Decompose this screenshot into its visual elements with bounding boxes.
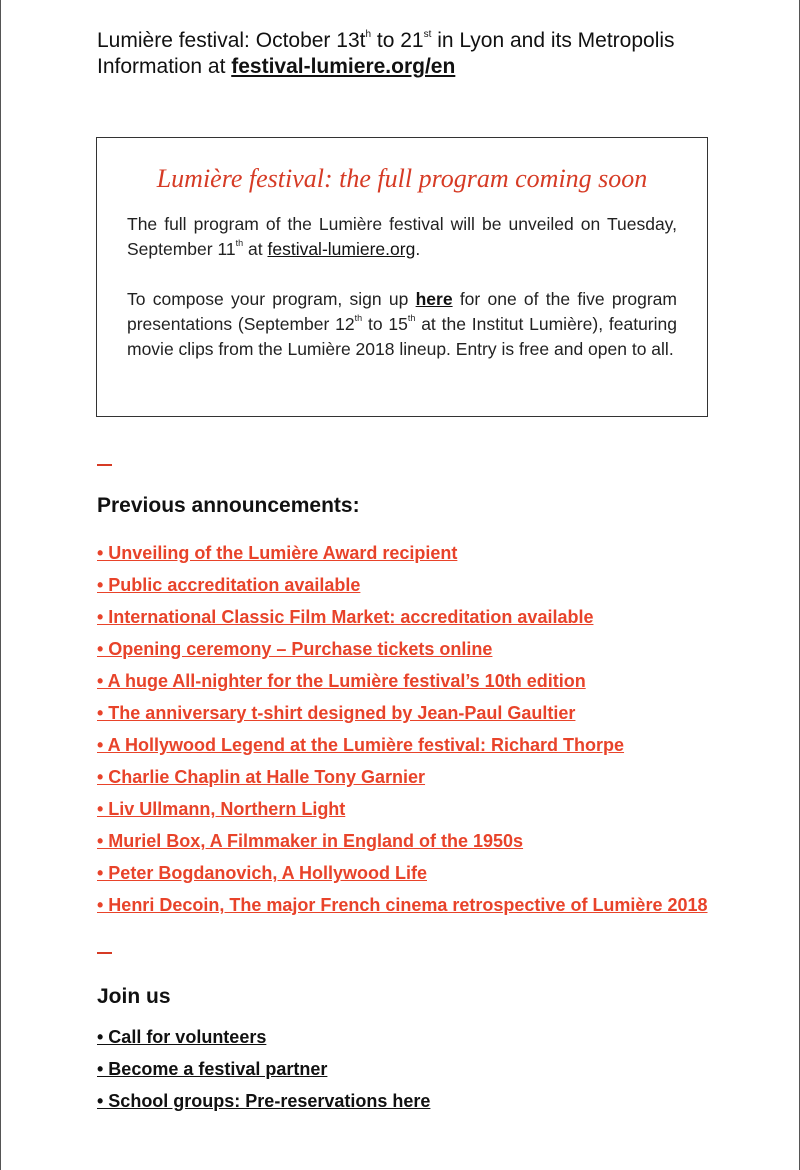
announcement-link[interactable]: • The anniversary t-shirt designed by Jean-Paul Gaultier bbox=[97, 703, 576, 723]
join-us-list bbox=[97, 1021, 430, 1117]
previous-announcements-list bbox=[97, 537, 708, 921]
announcement-link[interactable]: • Public accreditation available bbox=[97, 575, 361, 595]
list-item bbox=[97, 793, 708, 825]
festival-website-link[interactable]: festival-lumiere.org/en bbox=[231, 55, 456, 78]
list-item bbox=[97, 857, 708, 889]
festival-intro bbox=[97, 28, 757, 80]
school-groups-link[interactable]: • School groups: Pre-reservations here bbox=[97, 1091, 431, 1111]
announcement-link[interactable]: • Charlie Chaplin at Halle Tony Garnier bbox=[97, 767, 426, 787]
info-line bbox=[97, 54, 757, 80]
signup-here-link[interactable]: here bbox=[415, 289, 453, 309]
ordinal-suffix: th bbox=[354, 313, 363, 324]
list-item bbox=[97, 537, 708, 569]
previous-announcements-title: Previous announcements: bbox=[97, 494, 360, 517]
announcement-link[interactable]: • Peter Bogdanovich, A Hollywood Life bbox=[97, 863, 427, 883]
announcement-link[interactable]: • Henri Decoin, The major French cinema retrospective of Lumière 2018 bbox=[97, 895, 708, 915]
list-item bbox=[97, 665, 708, 697]
list-item bbox=[97, 825, 708, 857]
join-us-title: Join us bbox=[97, 985, 171, 1008]
ordinal-suffix: th bbox=[407, 313, 416, 324]
announcement-link[interactable]: • Muriel Box, A Filmmaker in England of the 1950s bbox=[97, 831, 524, 851]
notice-text: at bbox=[243, 239, 268, 259]
announcement-link[interactable]: • A Hollywood Legend at the Lumière festival: Richard Thorpe bbox=[97, 735, 625, 755]
announcement-link[interactable]: • Liv Ullmann, Northern Light bbox=[97, 799, 346, 819]
list-item bbox=[97, 1085, 430, 1117]
list-item bbox=[97, 729, 708, 761]
dates-text: to 21 bbox=[371, 29, 424, 52]
notice-paragraph-1 bbox=[127, 212, 677, 262]
notice-text: . bbox=[415, 239, 421, 259]
announcement-link[interactable]: • Unveiling of the Lumière Award recipient bbox=[97, 543, 458, 563]
announcement-link[interactable]: • A huge All-nighter for the Lumière festival’s 10th edition bbox=[97, 671, 586, 691]
notice-text: at the Institut Lumière), featuring movie clips from the Lumière 2018 lineup. Entry is free and open to all. bbox=[127, 314, 677, 359]
list-item bbox=[97, 1021, 430, 1053]
announcement-link[interactable]: • Opening ceremony – Purchase tickets online bbox=[97, 639, 493, 659]
notice-paragraph-2 bbox=[127, 287, 677, 362]
partner-link[interactable]: • Become a festival partner bbox=[97, 1059, 328, 1079]
notice-text: To compose your program, sign up bbox=[127, 289, 416, 309]
dates-text: Lumière festival: October 13t bbox=[97, 29, 366, 52]
notice-text: The full program of the Lumière festival will be unveiled on Tuesday, September 11 bbox=[127, 214, 677, 259]
list-item bbox=[97, 761, 708, 793]
volunteers-link[interactable]: • Call for volunteers bbox=[97, 1027, 267, 1047]
dates-text: in Lyon and its Metropolis bbox=[431, 29, 675, 52]
ordinal-suffix: th bbox=[235, 238, 244, 249]
notice-text: to 15 bbox=[362, 314, 408, 334]
info-prefix: Information at bbox=[97, 55, 232, 78]
list-item bbox=[97, 633, 708, 665]
list-item bbox=[97, 569, 708, 601]
ordinal-suffix: st bbox=[423, 29, 432, 40]
ordinal-suffix: h bbox=[365, 29, 372, 40]
announcement-link[interactable]: • International Classic Film Market: accreditation available bbox=[97, 607, 594, 627]
list-item bbox=[97, 1053, 430, 1085]
notice-text: for one of the five program presentations (September 12 bbox=[127, 289, 677, 334]
program-notice-box bbox=[96, 137, 708, 417]
notice-title: Lumière festival: the full program coming soon bbox=[156, 164, 648, 193]
list-item bbox=[97, 889, 708, 921]
list-item bbox=[97, 697, 708, 729]
section-divider-dash bbox=[97, 464, 112, 466]
list-item bbox=[97, 601, 708, 633]
program-website-link[interactable]: festival-lumiere.org bbox=[267, 239, 416, 259]
section-divider-dash bbox=[97, 952, 112, 954]
festival-dates-line bbox=[97, 28, 757, 54]
